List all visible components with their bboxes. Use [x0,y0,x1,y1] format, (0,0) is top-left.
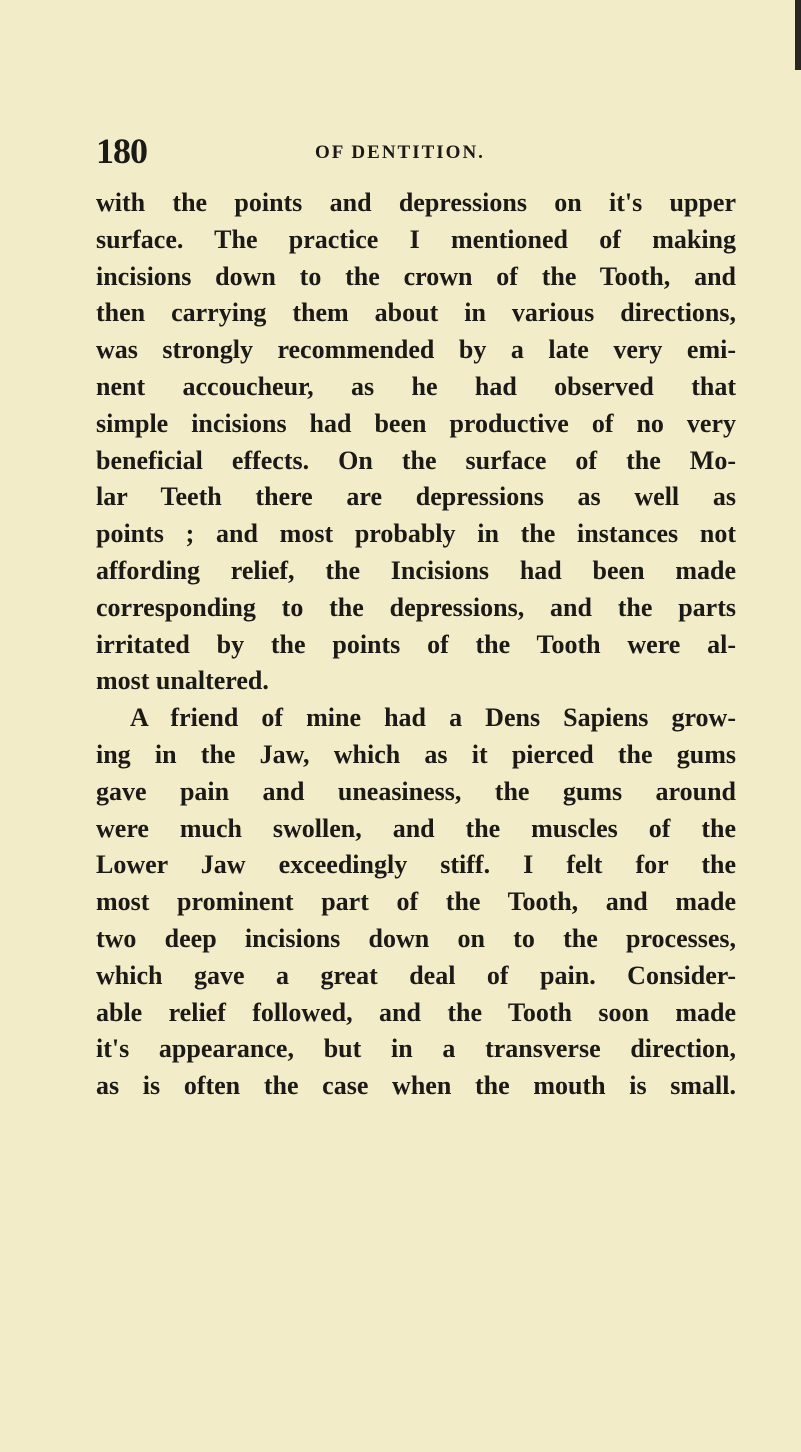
text-line: affording relief, the Incisions had been made [96,555,736,585]
text-line: most prominent part of the Tooth, and made [96,887,736,917]
text-line: which gave a great deal of pain. Consider- [96,960,736,990]
text-line: gave pain and uneasiness, the gums around [96,776,736,806]
text-line: Lower Jaw exceedingly stiff. I felt for the [96,850,736,880]
text-line: nent accoucheur, as he had observed that [96,371,736,401]
text-line: surface. The practice I mentioned of making [96,224,736,254]
text-line: most unaltered. [96,666,269,696]
text-line: able relief followed, and the Tooth soon made [96,997,736,1027]
text-line: as is often the case when the mouth is small. [96,1071,736,1101]
text-line: ing in the Jaw, which as it pierced the gums [96,739,736,769]
text-line: irritated by the points of the Tooth were al- [96,629,736,659]
text-line: corresponding to the depressions, and the parts [96,592,736,622]
page-number: 180 [96,131,147,171]
text-line: two deep incisions down on to the processes, [96,923,736,953]
text-line: lar Teeth there are depressions as well as [96,482,736,512]
text-line: points ; and most probably in the instances not [96,519,736,549]
text-line: were much swollen, and the muscles of the [96,813,736,843]
section-title: OF DENTITION. [315,142,485,163]
text-line: simple incisions had been productive of no very [96,408,736,438]
body-text [96,185,736,1105]
running-head [0,130,801,180]
text-line: incisions down to the crown of the Tooth, and [96,261,736,291]
text-line: A friend of mine had a Dens Sapiens grow- [130,703,736,733]
page-edge [795,0,801,70]
text-line: beneficial effects. On the surface of the Mo- [96,445,736,475]
text-line: with the points and depressions on it's upper [96,188,736,217]
text-line: it's appearance, but in a transverse direction, [96,1034,736,1064]
text-line: was strongly recommended by a late very emi- [96,335,736,365]
text-line: then carrying them about in various directions, [96,298,736,328]
